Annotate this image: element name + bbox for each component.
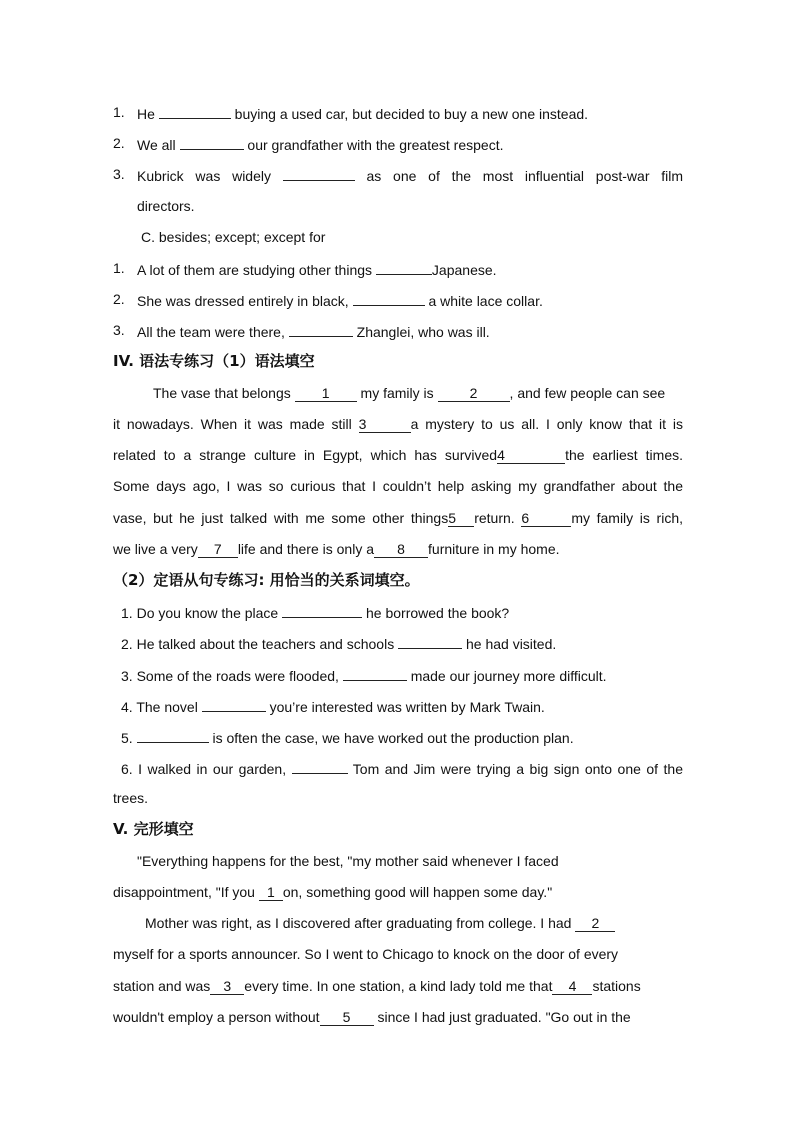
list-number: 3. xyxy=(113,322,125,338)
gap-3[interactable]: 3 xyxy=(210,979,244,995)
answer-blank[interactable] xyxy=(376,259,432,275)
sentence-line: We all our grandfather with the greatest respect. xyxy=(137,134,503,154)
answer-blank[interactable] xyxy=(180,134,244,150)
answer-blank[interactable] xyxy=(289,321,353,337)
gap-1[interactable]: 1 xyxy=(259,885,283,901)
answer-blank[interactable] xyxy=(398,633,462,649)
passage-line: it nowadays. When it was made still 3 a mystery to us all. I only know that it is xyxy=(113,416,683,432)
sentence-continuation: directors. xyxy=(137,198,195,214)
list-item: 6. I walked in our garden, Tom and Jim were trying a big sign onto one of the xyxy=(121,758,683,778)
passage-line: myself for a sports announcer. So I went to Chicago to knock on the door of every xyxy=(113,946,619,962)
passage-line: The vase that belongs 1 my family is 2 , and few people can see xyxy=(153,385,666,401)
list-item: 5. is often the case, we have worked out the production plan. xyxy=(121,727,574,747)
list-item: 1. Do you know the place he borrowed the book? xyxy=(121,602,509,622)
answer-blank[interactable] xyxy=(202,696,266,712)
sentence-line: A lot of them are studying other things Japanese. xyxy=(137,259,497,279)
gap-1[interactable]: 1 xyxy=(295,386,357,402)
list-item: 3. Some of the roads were flooded, made our journey more difficult. xyxy=(121,665,607,685)
list-number: 2. xyxy=(113,291,125,307)
list-number: 3. xyxy=(113,166,125,182)
list-number: 1. xyxy=(113,260,125,276)
gap-7[interactable]: 7 xyxy=(198,542,238,558)
answer-blank[interactable] xyxy=(159,103,231,119)
list-item: 4. The novel you’re interested was written by Mark Twain. xyxy=(121,696,545,716)
passage-line: vase, but he just talked with me some other things5 return. 6 my family is rich, xyxy=(113,510,683,526)
passage-line: "Everything happens for the best, "my mother said whenever I faced xyxy=(137,853,559,869)
gap-4[interactable]: 4 xyxy=(497,448,565,464)
passage-line: we live a very 7 life and there is only a 8 furniture in my home. xyxy=(113,541,560,557)
sentence-line: She was dressed entirely in black, a white lace collar. xyxy=(137,290,543,310)
gap-5[interactable]: 5 xyxy=(320,1010,374,1026)
section-heading: IV. 语法专练习（1）语法填空 xyxy=(113,352,315,370)
answer-blank[interactable] xyxy=(282,602,362,618)
section-heading: V. 完形填空 xyxy=(113,820,194,838)
gap-4[interactable]: 4 xyxy=(552,979,592,995)
gap-2[interactable]: 2 xyxy=(438,386,510,402)
answer-blank[interactable] xyxy=(137,727,209,743)
passage-line: disappointment, "If you 1 on, something good will happen some day." xyxy=(113,884,553,900)
option-c-heading: C. besides; except; except for xyxy=(141,229,326,245)
list-number: 1. xyxy=(113,104,125,120)
gap-5[interactable]: 5 xyxy=(448,511,474,527)
gap-8[interactable]: 8 xyxy=(374,542,428,558)
passage-line: Mother was right, as I discovered after graduating from college. I had 2 xyxy=(145,914,615,932)
sentence-line: He buying a used car, but decided to buy a new one instead. xyxy=(137,103,588,123)
passage-line: wouldn't employ a person without 5 since I had just graduated. "Go out in the xyxy=(113,1009,631,1025)
sentence-line: Kubrick was widely as one of the most influential post-war film xyxy=(137,165,683,185)
answer-blank[interactable] xyxy=(353,290,425,306)
subsection-heading: （2）定语从句专练习: 用恰当的关系词填空。 xyxy=(113,571,420,589)
sentence-line: All the team were there, Zhanglei, who was ill. xyxy=(137,321,490,341)
passage-line: related to a strange culture in Egypt, which has survived4 the earliest times. xyxy=(113,447,683,463)
gap-6[interactable]: 6 xyxy=(521,511,571,527)
passage-line: station and was 3 every time. In one station, a kind lady told me that 4 stations xyxy=(113,978,641,994)
answer-blank[interactable] xyxy=(283,165,355,181)
gap-3[interactable]: 3 xyxy=(359,417,411,433)
gap-2[interactable]: 2 xyxy=(575,916,615,932)
list-item: 2. He talked about the teachers and schools he had visited. xyxy=(121,633,556,653)
list-number: 2. xyxy=(113,135,125,151)
answer-blank[interactable] xyxy=(343,665,407,681)
answer-blank[interactable] xyxy=(292,758,348,774)
list-item-continuation: trees. xyxy=(113,790,149,806)
passage-line: Some days ago, I was so curious that I couldn’t help asking my grandfather about the xyxy=(113,478,683,494)
